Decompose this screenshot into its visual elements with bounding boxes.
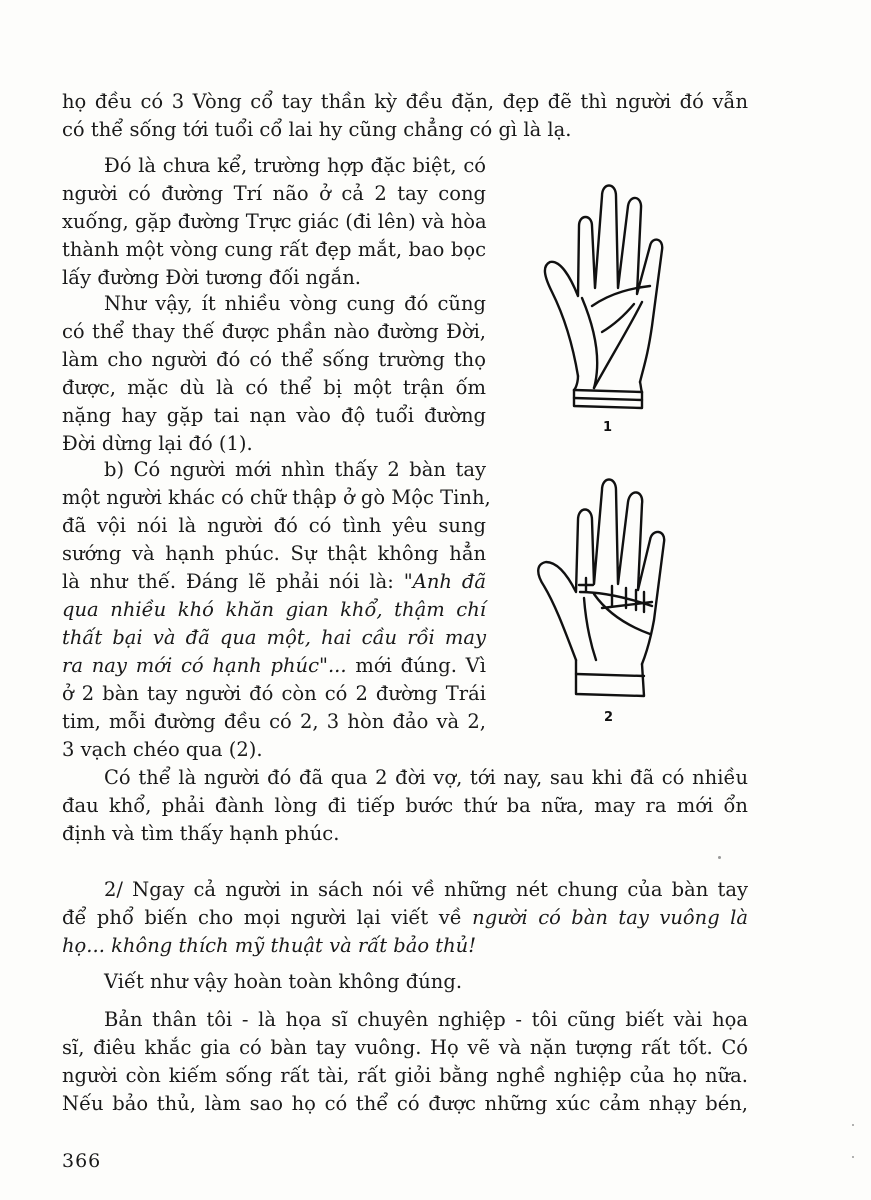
text-line: thất bại và đã qua một, hai cầu rồi may (62, 626, 486, 649)
text-line (62, 568, 486, 596)
text-line: sướng và hạnh phúc. Sự thật không hẳn (62, 542, 486, 565)
text-line: làm cho người đó có thể sống trường thọ (62, 348, 486, 371)
paragraph-6 (62, 876, 748, 960)
italic-run: "Anh đã (403, 570, 486, 593)
paragraph-5 (62, 764, 748, 848)
hand-illustration-1 (538, 176, 688, 436)
text-line: có thể thay thế được phần nào đường Đời, (62, 320, 486, 343)
text-line: đã vội nói là người đó có tình yêu sung (62, 514, 486, 537)
figure-2-hand (532, 474, 692, 714)
text-line: người còn kiếm sống rất tài, rất giỏi bằng nghề nghiệp của họ nữa. (62, 1064, 748, 1087)
text-line: Có thể là người đó đã qua 2 đời vợ, tới nay, sau khi đã có nhiều (104, 766, 748, 789)
text-line (62, 904, 748, 932)
text-line: định và tìm thấy hạnh phúc. (62, 822, 340, 845)
text-line: Viết như vậy hoàn toàn không đúng. (104, 970, 463, 993)
text-line: Bản thân tôi - là họa sĩ chuyên nghiệp - tôi cũng biết vài họa (104, 1008, 748, 1031)
text-run: để phổ biến cho mọi người lại viết về (62, 906, 473, 929)
text-line: lấy đường Đời tương đối ngắn. (62, 266, 361, 289)
text-line: họ... không thích mỹ thuật và rất bảo thủ! (62, 934, 477, 957)
text-run: là như thế. Đáng lẽ phải nói là: (62, 570, 404, 593)
paragraph-4 (62, 456, 491, 764)
paragraph-1 (62, 88, 748, 144)
paragraph-3 (62, 290, 486, 458)
figure-2-label: 2 (604, 710, 614, 725)
page-number: 366 (62, 1150, 102, 1172)
italic-run: ra nay mới có hạnh phúc"... (62, 654, 347, 677)
text-line: Như vậy, ít nhiều vòng cung đó cũng (104, 292, 486, 315)
paragraph-2 (62, 152, 486, 292)
paragraph-8 (62, 1006, 748, 1118)
text-line: một người khác có chữ thập ở gò Mộc Tinh, (62, 486, 491, 509)
text-line: b) Có người mới nhìn thấy 2 bàn tay (104, 458, 486, 481)
text-line: họ đều có 3 Vòng cổ tay thần kỳ đều đặn, đẹp đẽ thì người đó vẫn (62, 90, 748, 113)
text-line: ở 2 bàn tay người đó còn có 2 đường Trái (62, 682, 486, 705)
text-line: xuống, gặp đường Trực giác (đi lên) và hòa (62, 210, 487, 233)
hand-illustration-2 (532, 474, 692, 714)
text-line: qua nhiều khó khăn gian khổ, thậm chí (62, 598, 486, 621)
text-line: Nếu bảo thủ, làm sao họ có thể có được những xúc cảm nhạy bén, (62, 1092, 748, 1115)
text-line: 3 vạch chéo qua (2). (62, 738, 263, 761)
text-line: sĩ, điêu khắc gia có bàn tay vuông. Họ vẽ và nặn tượng rất tốt. Có (62, 1036, 748, 1059)
text-line: Đời dừng lại đó (1). (62, 432, 253, 455)
text-line: Đó là chưa kể, trường hợp đặc biệt, có (104, 154, 486, 177)
scan-speck (852, 1156, 854, 1158)
paragraph-7 (62, 968, 748, 996)
text-line (62, 652, 486, 680)
text-line: được, mặc dù là có thể bị một trận ốm (62, 376, 486, 399)
text-line: thành một vòng cung rất đẹp mắt, bao bọc (62, 238, 486, 261)
text-line: nặng hay gặp tai nạn vào độ tuổi đường (62, 404, 486, 427)
scan-speck (718, 856, 721, 859)
text-line: tim, mỗi đường đều có 2, 3 hòn đảo và 2, (62, 710, 486, 733)
text-line: đau khổ, phải đành lòng đi tiếp bước thứ ba nữa, may ra mới ổn (62, 794, 748, 817)
text-run: mới đúng. Vì (346, 654, 486, 677)
figure-1-hand (538, 176, 688, 436)
scan-speck (852, 1124, 854, 1126)
text-line: có thể sống tới tuổi cổ lai hy cũng chẳng có gì là lạ. (62, 118, 572, 141)
figure-1-label: 1 (603, 420, 613, 435)
text-line: người có đường Trí não ở cả 2 tay cong (62, 182, 486, 205)
text-line: 2/ Ngay cả người in sách nói về những nét chung của bàn tay (104, 878, 748, 901)
italic-run: người có bàn tay vuông là (472, 906, 748, 929)
